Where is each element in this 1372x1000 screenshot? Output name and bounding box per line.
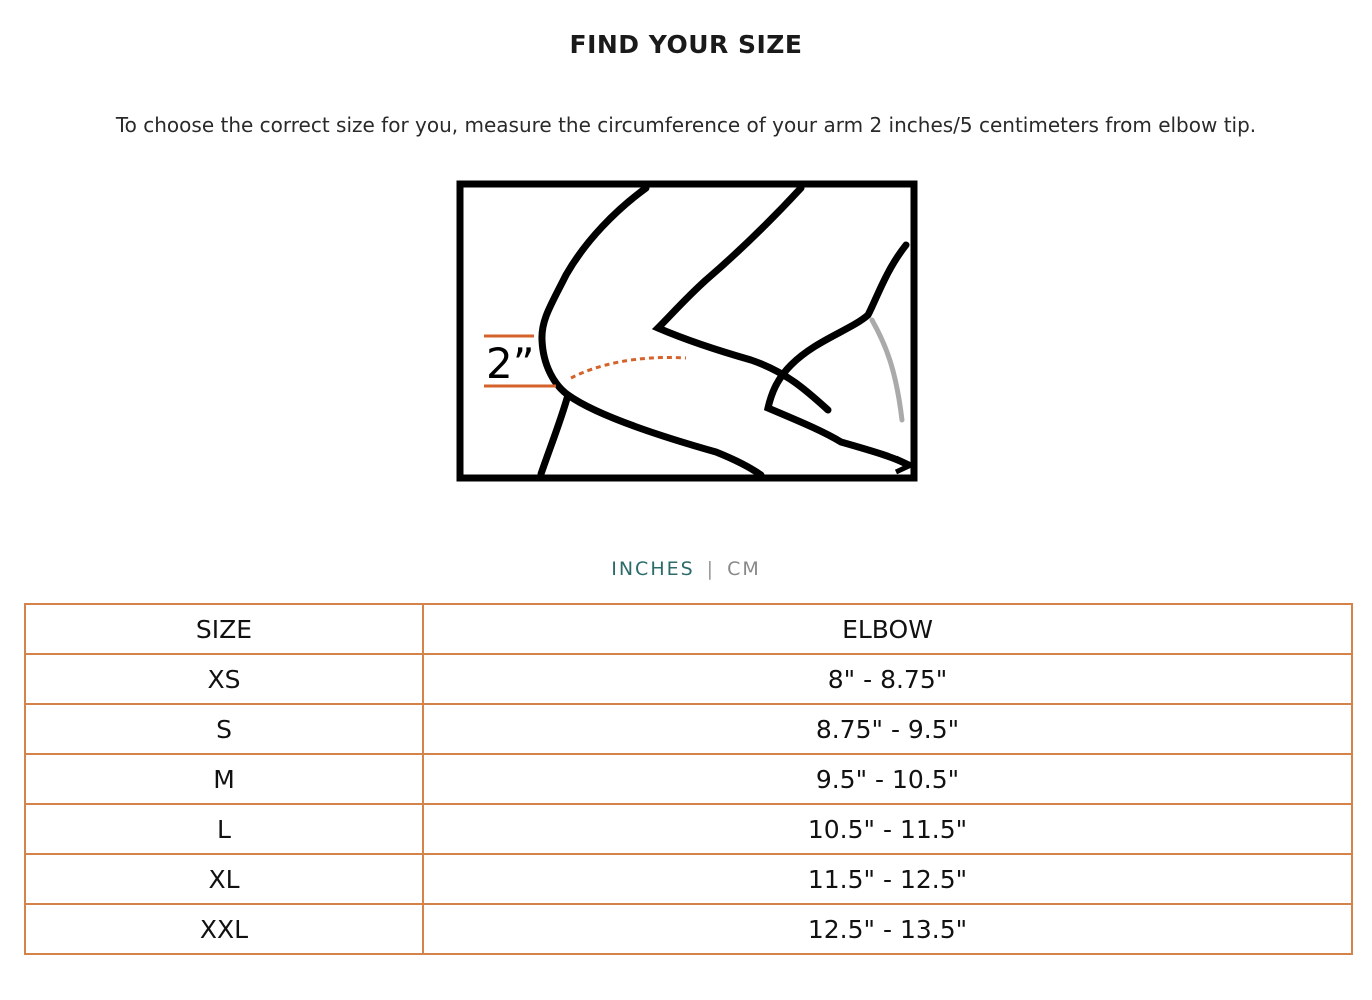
elbow-cell: 10.5" - 11.5" [423, 804, 1352, 854]
elbow-measurement-illustration [456, 180, 918, 482]
table-row [25, 904, 1352, 954]
size-cell: S [25, 704, 423, 754]
unit-separator: | [706, 558, 716, 580]
table-row [25, 804, 1352, 854]
table-row [25, 854, 1352, 904]
elbow-cell: 11.5" - 12.5" [423, 854, 1352, 904]
table-row [25, 704, 1352, 754]
unit-toggle [0, 558, 1372, 580]
size-cell: XXL [25, 904, 423, 954]
header-size: SIZE [25, 604, 423, 654]
page-title: FIND YOUR SIZE [569, 30, 803, 59]
size-cell: XS [25, 654, 423, 704]
unit-cm-tab[interactable]: CM [727, 558, 761, 580]
elbow-cell: 12.5" - 13.5" [423, 904, 1352, 954]
table-header-row [25, 604, 1352, 654]
size-cell: L [25, 804, 423, 854]
header-elbow: ELBOW [423, 604, 1352, 654]
measure-label: 2” [486, 339, 535, 388]
measure-instructions: To choose the correct size for you, measure the circumference of your arm 2 inches/5 centimeters from elbow tip. [115, 113, 1257, 137]
elbow-cell: 9.5" - 10.5" [423, 754, 1352, 804]
size-chart-table [24, 603, 1353, 955]
table-row [25, 754, 1352, 804]
size-cell: XL [25, 854, 423, 904]
size-cell: M [25, 754, 423, 804]
table-row [25, 654, 1352, 704]
elbow-cell: 8" - 8.75" [423, 654, 1352, 704]
elbow-cell: 8.75" - 9.5" [423, 704, 1352, 754]
unit-inches-tab[interactable]: INCHES [611, 558, 695, 580]
